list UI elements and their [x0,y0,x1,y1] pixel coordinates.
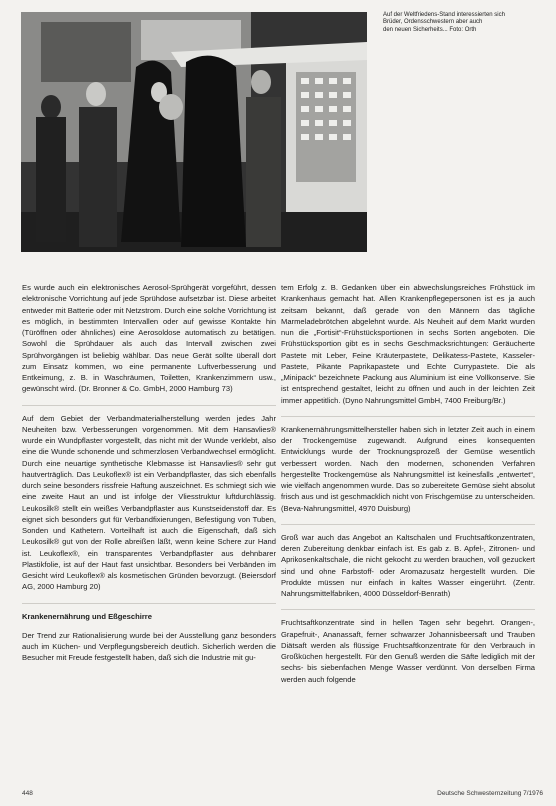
divider [281,416,535,417]
caption-line: Brüder, Ordensschwestern aber auch [383,19,483,26]
paragraph-aerosol: Es wurde auch ein elektronisches Aerosol-Sprühgerät vorgeführt, dessen elektronische Vorrichtung auf jede Sprühdose aufsetzbar ist. Diese arbeitet entweder mit Batterie oder mit Netzstrom. Durch eine solche Vorrichtung ist es möglich, in bestimmten Intervallen oder auf gewisse Kontakte hin (Türöffnen oder ähnliches) eine Aerosoldose automatisch zu betätigen. Sowohl die Sprühdauer als auch das Intervall zwischen zwei Sprühvorgängen ist beliebig wählbar. Das neue Gerät sollte überall dort zum Einsatz kommen, wo eine permanente Luftverbesserung und Entkeimung, z. B. in Waschräumen, Toiletten, Krankenzimmern usw., gewünscht wird. (Dr. Bronner & Co. GmbH, 2000 Hamburg 73) [22,283,276,394]
page-footer [22,790,543,797]
right-column [281,282,535,695]
paragraph-fruchtsaft: Fruchtsaftkonzentrate sind in hellen Tagen sehr begehrt. Orangen-, Grapefruit-, Ananassaft, ferner schwarzer Johannisbeersaft und Trauben Diätsaft werden als flüssige Fruchtsaftkonzentrate für den Verbrauch in Großküchen hergestellt. Für den Genuß werden die Säfte lediglich mit der sechs- bis siebenfachen Menge Wasser verdünnt. Von derselben Firma werden auch folgende [281,618,535,684]
divider [281,609,535,610]
paragraph-fruehstueck: tem Erfolg z. B. Gedanken über ein abwechslungsreiches Frühstück im Krankenhaus gemacht hat. Allen Krankenpflegepersonen ist es ja auch zeitsam bekannt, daß gerade von den Männern das tägliche Marmeladebrötchen abgelehnt wurde. Als Neuheit auf dem Markt wurden nun die „Fortisit“-Frühstücksportionen in sechs Sorten angeboten. Die Frühstücksportion gibt es in sechs Geschmacksrichtungen: Geräucherte Pastete mit Leber, Feine Kräuterpastete, Delikatess-Pastete, Kasseler-Pastete, Pikante Paprikapastete und Echte Currypastete. Die als „Minipack“ bezeichnete Packung aus Aluminium ist eine Vollkonserve. Sie ist entsprechend gestaltet, leicht zu öffnen und auch in der leichten Zeit immer appetitlich. (Dyno Nahrungsmittel GmbH, 7400 Freiburg/Br.) [281,283,535,405]
paragraph-kaltschalen: Groß war auch das Angebot an Kaltschalen und Fruchtsaftkonzentraten, deren Zubereitung denkbar einfach ist. Es gab z. B. Apfel-, Zitronen- und Aprikosenkaltschale, die nicht gekocht zu werden brauchen, voll gezuckert sind und ohne Farbstoff- oder Aromazusatz hergestellt wurden. Die Produkte müssen nur einfach in kaltes Wasser eingerührt. (Zentr. Nahrungsmittelfabriken, 4000 Düsseldorf-Benrath) [281,532,535,598]
caption-line: den neuen Sicherheits... Foto: Orth [383,26,477,33]
photo-illustration [21,12,367,252]
divider [281,524,535,525]
paragraph-trockengemuese: Krankenernährungsmittelhersteller haben sich in letzter Zeit auch in einem der Trockengemüse zugewandt. Aufgrund eines konsequenten Entwicklungs wurde der Trocknungsprozeß der Gemüse wesentlich verbessert worden. Nach den modernen, schonenden Verfahren hergestellte Trockengemüse als Nahrungsmittel ist keinesfalls „entwertet“, wie vielfach angenommen wurde. Das so zubereitete Gemüse sieht absolut frisch aus und ist geschmacklich nicht von Frischgemüse zu unterscheiden. (Beva-Nahrungsmittel, 4970 Duisburg) [281,424,535,513]
page-number: 448 [22,790,33,797]
paragraph-verbandmaterial: Auf dem Gebiet der Verbandmaterialherstellung werden jedes Jahr Neuheiten bzw. Verbesserungen vorgenommen. Mit dem Hansavlies® wurde ein Wundpflaster vorgestellt, das nicht mit der Wunde verklebt, also eine die Wunde schonende und schmerzlosen Verbandwechsel ermöglicht. Durch eine neuartige synthetische Klebmasse ist Hansavlies® sehr gut hautverträglich. Das Leukoflex® ist ein Verbandpflaster, das sich ebenfalls durch seine besonders rissfreie Haftung auszeichnet. Es schmiegt sich wie eine zweite Haut an und ist infolge der Vliesstruktur luftdurchlässig. Leukosilk® stellt ein weißes Verbandpflaster aus Kunstseidenstoff dar. Es eignet sich besonders gut für Verbandfixierungen, Befestigung von Tuben, Sonden und Kathetern. Vorteilhaft ist auch die Eigenschaft, daß sich Leukosilk® gut von der Rolle abreißen läßt, wenn keine Schere zur Hand ist. Leukoflex®, ein transparentes Verbandpflaster aus dehnbarer Plastikfolie, ist auf der Haut fast unsichtbar. Besonders bei Verbänden im Gesicht wird Leukoflex® als kosmetischen Gründen bevorzugt. (Beiersdorf AG, 2000 Hamburg 20) [22,413,276,592]
section-heading: Krankenernährung und Eßgeschirre [22,611,152,621]
photo-caption [383,12,543,34]
divider [22,405,276,406]
paragraph-krankenernaehrung: Der Trend zur Rationalisierung wurde bei der Ausstellung ganz besonders auch im Küchen- und Verpflegungsbereich deutlich. Sicherlich werden die Besucher mit Freude festgestellt haben, daß sich die Industrie mit gu- [22,630,276,663]
journal-name: Deutsche Schwesternzeitung 7/1976 [437,790,543,797]
caption-line: Auf der Weltfriedens-Stand interessierten sich [383,12,505,18]
divider [22,603,276,604]
exhibition-photo [21,12,367,252]
left-column [22,282,276,674]
